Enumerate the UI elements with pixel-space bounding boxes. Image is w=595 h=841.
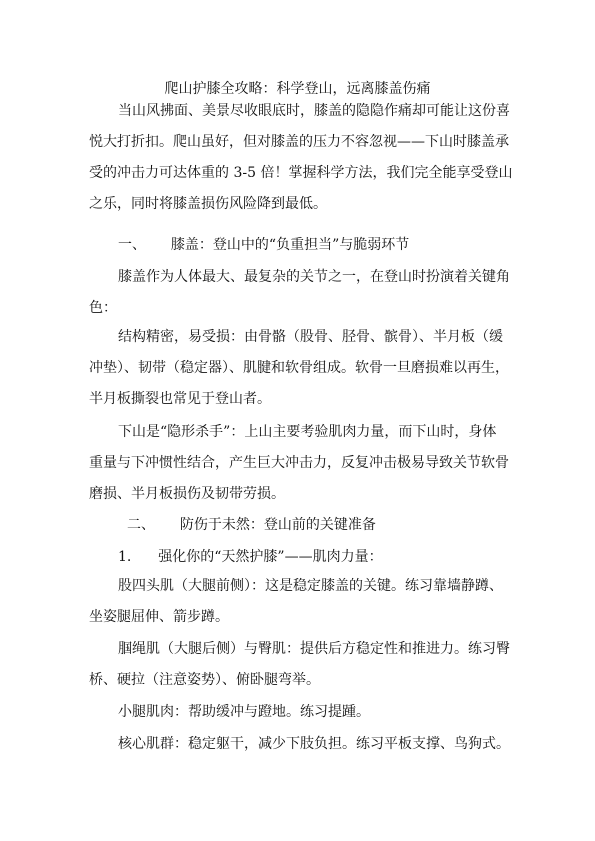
hamstring-line-2: 桥、硬拉（注意姿势）、俯卧腿弯举。	[89, 672, 320, 688]
section-2-number: 二、	[127, 517, 155, 533]
intro-line-1: 当山风拂面、美景尽收眼底时，膝盖的隐隐作痛却可能让这份喜	[118, 103, 510, 119]
core-paragraph	[89, 729, 509, 760]
hamstring-paragraph	[89, 634, 509, 696]
s1-p2-line-2: 冲垫）、韧带（稳定器）、肌腱和软骨组成。软骨一旦磨损难以再生，	[89, 360, 509, 376]
s1-p3-line-1: 下山是“隐形杀手”：上山主要考验肌肉力量，而下山时，身体	[118, 424, 497, 440]
section-2-heading	[127, 515, 376, 535]
s1-paragraph-2	[89, 322, 509, 415]
quad-line-2: 坐姿腿屈伸、箭步蹲。	[89, 609, 229, 625]
section-1-title: 膝盖：登山中的“负重担当”与脆弱环节	[170, 237, 410, 253]
item-1-heading	[118, 547, 383, 567]
intro-paragraph	[89, 96, 513, 220]
section-1-number: 一、	[118, 237, 146, 253]
quad-line-1: 股四头肌（大腿前侧）：这是稳定膝盖的关键。练习靠墙静蹲、	[118, 578, 503, 594]
hamstring-line-1: 腘绳肌（大腿后侧）与臀肌：提供后方稳定性和推进力。练习臀	[118, 641, 510, 657]
item-1-number: 1.	[118, 549, 132, 565]
s1-p2-line-1: 结构精密，易受损：由骨骼（股骨、胫骨、髌骨）、半月板（缓	[118, 329, 503, 345]
s1-p1-line-1: 膝盖作为人体最大、最复杂的关节之一，在登山时扮演着关键角	[118, 269, 510, 285]
page-title: 爬山护膝全攻略：科学登山，远离膝盖伤痛	[164, 81, 431, 97]
s1-p3-line-2: 重量与下冲惯性结合，产生巨大冲击力，反复冲击极易导致关节软骨	[89, 455, 509, 471]
intro-line-3: 受的冲击力可达体重的 3-5 倍！掌握科学方法，我们完全能享受登山	[89, 165, 513, 181]
s1-paragraph-1	[89, 262, 509, 324]
section-1-heading	[118, 235, 409, 255]
quadriceps-paragraph	[89, 571, 509, 633]
s1-paragraph-3	[89, 417, 509, 510]
intro-line-2: 悦大打折扣。爬山虽好，但对膝盖的压力不容忽视——下山时膝盖承	[89, 134, 509, 150]
section-2-title: 防伤于未然：登山前的关键准备	[179, 517, 376, 533]
calf-line-1: 小腿肌肉：帮助缓冲与蹬地。练习提踵。	[118, 704, 370, 720]
item-1-title: 强化你的“天然护膝”——肌肉力量：	[158, 549, 383, 565]
calf-paragraph	[89, 697, 509, 728]
s1-p3-line-3: 磨损、半月板损伤及韧带劳损。	[89, 486, 285, 502]
s1-p2-line-3: 半月板撕裂也常见于登山者。	[89, 391, 271, 407]
intro-line-4: 之乐，同时将膝盖损伤风险降到最低。	[89, 196, 327, 212]
core-line-1: 核心肌群：稳定躯干，减少下肢负担。练习平板支撑、鸟狗式。	[118, 736, 510, 752]
s1-p1-line-2: 色：	[89, 300, 117, 316]
